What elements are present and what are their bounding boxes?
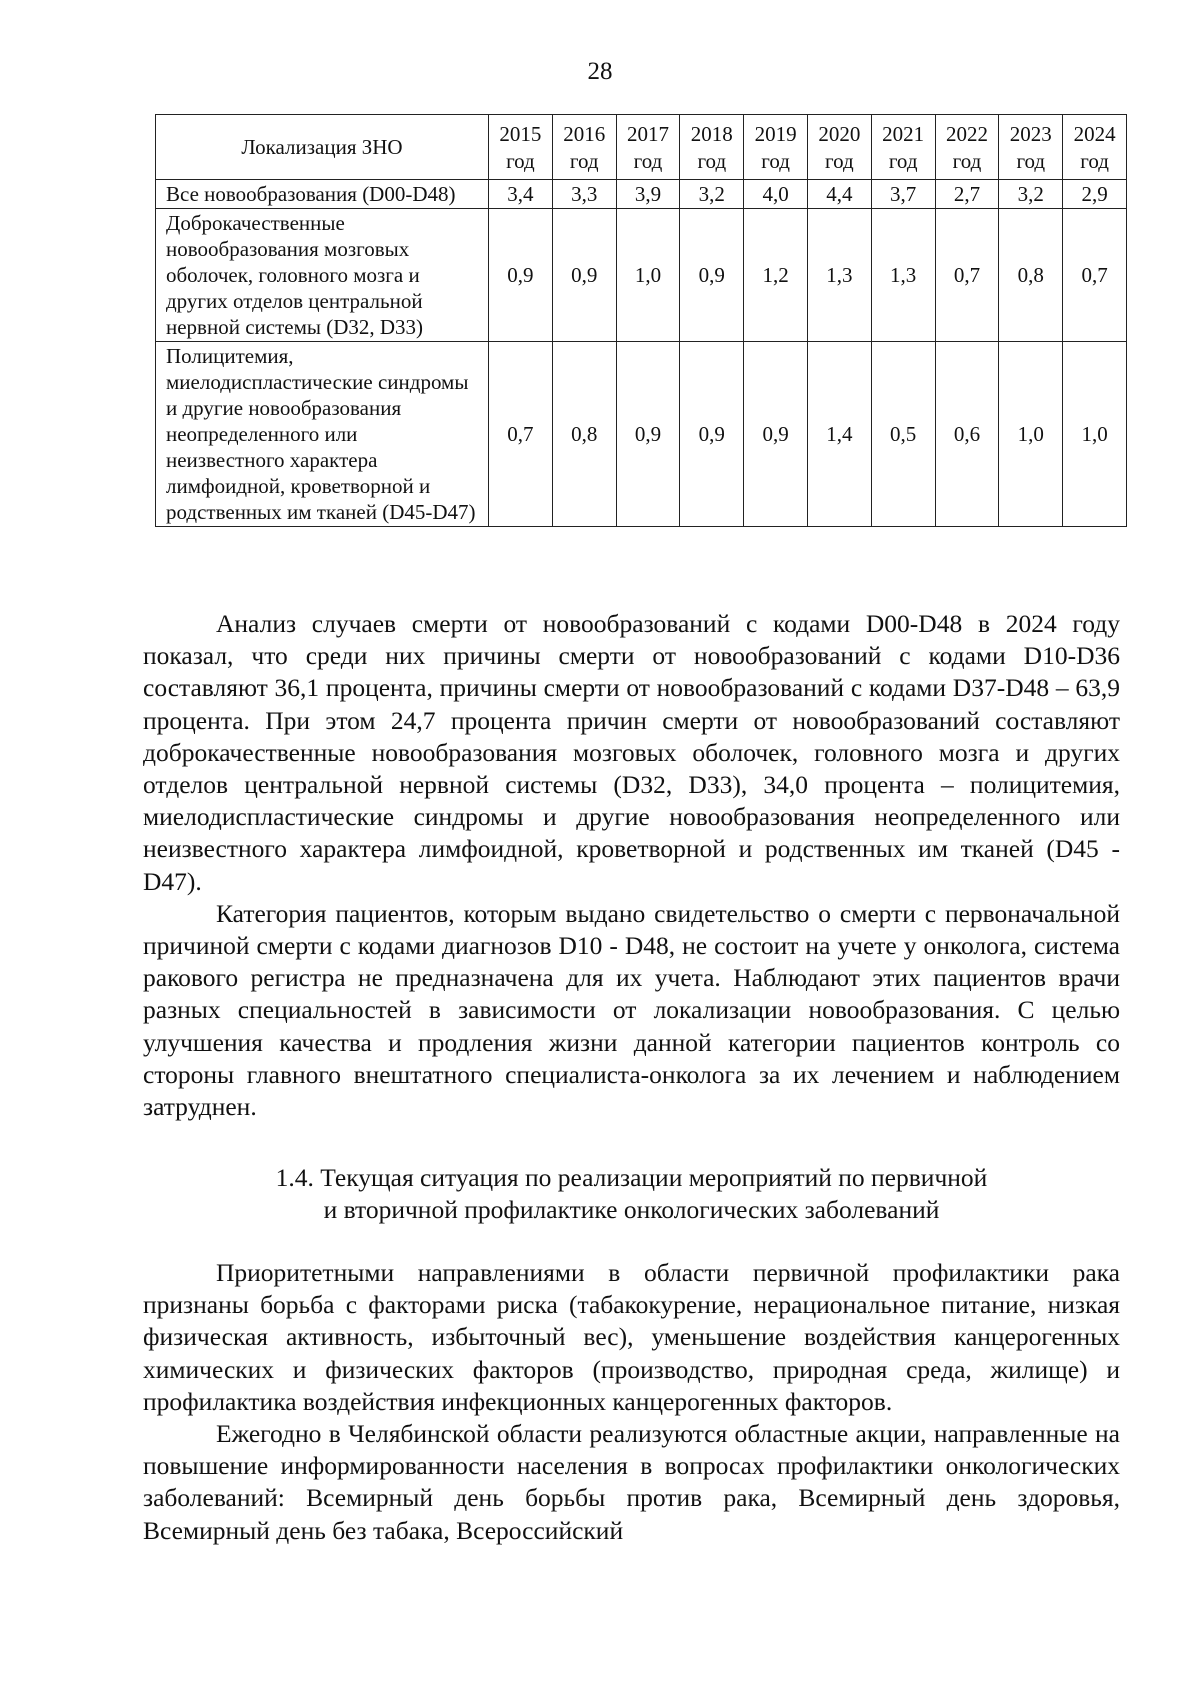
header-year: 2017 год [616, 115, 680, 180]
cell-value: 3,7 [871, 180, 935, 209]
table-row [156, 180, 1127, 209]
cell-value: 1,0 [616, 209, 680, 342]
row-label: Доброкачественные новообразования мозговых оболочек, головного мозга и других отделов центральной нервной системы (D32, D33) [156, 209, 489, 342]
cell-value: 0,7 [935, 209, 999, 342]
cell-value: 0,8 [552, 342, 616, 527]
cell-value: 1,0 [1063, 342, 1127, 527]
cell-value: 1,3 [871, 209, 935, 342]
cell-value: 4,4 [807, 180, 871, 209]
header-year: 2021 год [871, 115, 935, 180]
header-year: 2022 год [935, 115, 999, 180]
header-year: 2018 год [680, 115, 744, 180]
header-year: 2016 год [552, 115, 616, 180]
cell-value: 0,8 [999, 209, 1063, 342]
cell-value: 4,0 [744, 180, 808, 209]
cell-value: 0,9 [616, 342, 680, 527]
cell-value: 0,5 [871, 342, 935, 527]
cell-value: 2,7 [935, 180, 999, 209]
table-row [156, 209, 1127, 342]
cell-value: 0,7 [489, 342, 553, 527]
cell-value: 2,9 [1063, 180, 1127, 209]
table-row [156, 342, 1127, 527]
paragraph-death-analysis: Анализ случаев смерти от новообразований с кодами D00-D48 в 2024 году показал, что среди них причины смерти от новообразований с кодами D10-D36 составляют 36,1 процента, причины смерти от новообразований с кодами D37-D48 – 63,9 процента. При этом 24,7 процента причин смерти от новообразований составляют доброкачественные новообразования мозговых оболочек, головного мозга и других отделов центральной нервной системы (D32, D33), 34,0 процента – полицитемия, миелодиспластические синдромы и другие новообразования неопределенного или неизвестного характера лимфоидной, кроветворной и родственных им тканей (D45 - D47). [143, 609, 1120, 896]
paragraph-primary-prevention: Приоритетными направлениями в области первичной профилактики рака признаны борьба с факторами риска (табакокурение, нерациональное питание, низкая физическая активность, избыточный вес), уменьшение воздействия канцерогенных химических и физических факторов (производство, природная среда, жилище) и профилактика воздействия инфекционных канцерогенных факторов. [143, 1258, 1120, 1416]
header-year: 2019 год [744, 115, 808, 180]
table-header-row [156, 115, 1127, 180]
cell-value: 3,3 [552, 180, 616, 209]
paragraph-patient-category: Категория пациентов, которым выдано свидетельство о смерти с первоначальной причиной смерти с кодами диагнозов D10 - D48, не состоит на учете у онколога, система ракового регистра не предназначена для их учета. Наблюдают этих пациентов врачи разных специальностей в зависимости от локализации новообразования. С целью улучшения качества и продления жизни данной категории пациентов контроль со стороны главного внештатного специалиста-онколога за их лечением и наблюдением затруднен. [143, 898, 1120, 1122]
text-block-1 [143, 608, 1120, 1123]
cell-value: 3,2 [680, 180, 744, 209]
mortality-table [155, 114, 1127, 527]
row-label: Все новообразования (D00-D48) [156, 180, 489, 209]
cell-value: 0,9 [489, 209, 553, 342]
cell-value: 0,7 [1063, 209, 1127, 342]
cell-value: 0,9 [744, 342, 808, 527]
cell-value: 0,9 [680, 342, 744, 527]
paragraph-regional-actions: Ежегодно в Челябинской области реализуются областные акции, направленные на повышение информированности населения в вопросах профилактики онкологических заболеваний: Всемирный день борьбы против рака, Всемирный день здоровья, Всемирный день без табака, Всероссийский [143, 1419, 1120, 1545]
cell-value: 1,0 [999, 342, 1063, 527]
cell-value: 1,2 [744, 209, 808, 342]
cell-value: 1,3 [807, 209, 871, 342]
section-heading-line-1: 1.4. Текущая ситуация по реализации мероприятий по первичной [275, 1163, 988, 1192]
row-label: Полицитемия, миелодиспластические синдромы и другие новообразования неопределенного или неизвестного характера лимфоидной, кроветворной и родственных им тканей (D45-D47) [156, 342, 489, 527]
cell-value: 3,4 [489, 180, 553, 209]
header-localization: Локализация ЗНО [156, 115, 489, 180]
cell-value: 1,4 [807, 342, 871, 527]
cell-value: 0,9 [680, 209, 744, 342]
header-year: 2020 год [807, 115, 871, 180]
cell-value: 0,6 [935, 342, 999, 527]
header-year: 2024 год [1063, 115, 1127, 180]
section-heading-line-2: и вторичной профилактике онкологических заболеваний [323, 1195, 940, 1224]
header-year: 2015 год [489, 115, 553, 180]
cell-value: 3,9 [616, 180, 680, 209]
header-year: 2023 год [999, 115, 1063, 180]
page-number: 28 [587, 58, 613, 85]
cell-value: 0,9 [552, 209, 616, 342]
cell-value: 3,2 [999, 180, 1063, 209]
text-block-2 [143, 1257, 1120, 1547]
section-heading [143, 1162, 1120, 1226]
